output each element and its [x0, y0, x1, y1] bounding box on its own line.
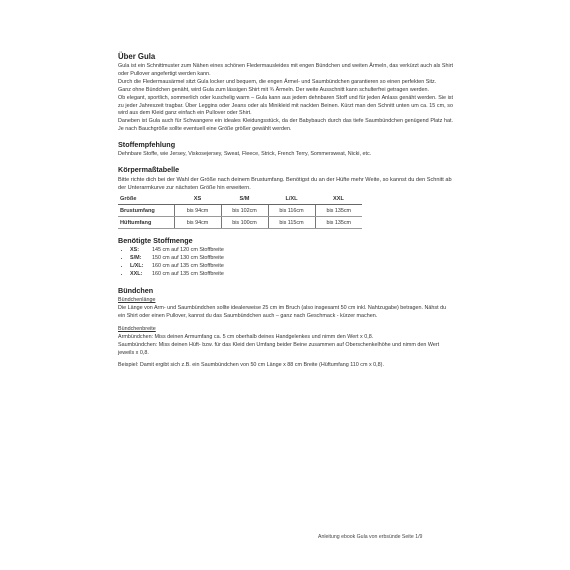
intro-paragraph: Ob elegant, sportlich, sommerlich oder kuschelig warm – Gula kann aus jedem dehnbaren Stoff und für jeden Anlass genäht werden. Sie ist zu jeder Jahreszeit tragbar. Über Leggins oder Jeans oder als Minikleid mit nackten Beinen. Kürzt man den Schnitt unten um ca. 15 cm, so wird aus dem Kleid ganz einfach ein Pullover oder Shirt. — [118, 94, 453, 117]
breite-text-saum: Saumbündchen: Miss deinen Hüft- bzw. für das Kleid den Umfang beider Beine zusammen auf Oberschenkelhöhe und nimm den Wert jeweils x 0,8. — [118, 341, 440, 356]
koerper-section — [118, 165, 453, 229]
stoff-section — [118, 140, 453, 159]
table-cell: bis 94cm — [174, 217, 221, 229]
laenge-subheading: Bündchenlänge — [118, 297, 156, 304]
table-header-row — [118, 194, 362, 205]
buendchen-section — [118, 286, 453, 370]
laenge-text: Die Länge von Arm- und Saumbündchen sollte idealerweise 25 cm im Bruch (also insgesamt 50 cm inkl. Nahtzugabe) betragen. Nähst du ein Shirt oder einen Pullover, kannst du das Saumbündchen auch – ganz nach Geschmack - kürzer machen. — [118, 305, 447, 319]
list-item — [130, 255, 453, 263]
row-label: Hüftumfang — [118, 217, 174, 229]
table-cell: bis 116cm — [268, 205, 315, 217]
row-label: Brustumfang — [118, 205, 174, 217]
stoff-text: Dehnbare Stoffe, wie Jersey, Viskosejersey, Sweat, Fleece, Strick, French Terry, Sommersweat, Nicki, etc. — [118, 151, 372, 158]
table-header: S/M — [221, 194, 268, 205]
breite-subheading: Bündchenbreite — [118, 325, 156, 332]
size-label: S/M: — [130, 255, 142, 262]
menge-heading: Benötigte Stoffmenge — [118, 236, 193, 246]
table-header: L/XL — [268, 194, 315, 205]
table-cell: bis 135cm — [315, 205, 362, 217]
intro-paragraph: Ganz ohne Bündchen genäht, wird Gula zum lässigen Shirt mit ¾ Ärmeln. Der weite Ausschnitt kann schulterfrei getragen werden. — [118, 86, 430, 93]
table-cell: bis 115cm — [268, 217, 315, 229]
table-header: XXL — [315, 194, 362, 205]
amount-text: 160 cm auf 135 cm Stoffbreite — [152, 263, 224, 270]
size-label: L/XL: — [130, 263, 144, 270]
amount-text: 150 cm auf 130 cm Stoffbreite — [152, 255, 224, 262]
list-item — [130, 247, 453, 255]
table-cell: bis 100cm — [221, 217, 268, 229]
amount-text: 160 cm auf 135 cm Stoffbreite — [152, 271, 224, 278]
table-header: Größe — [118, 194, 174, 205]
intro-section — [118, 63, 453, 134]
table-cell: bis 135cm — [315, 217, 362, 229]
menge-section — [118, 236, 453, 279]
breite-text-arm: Armbündchen: Miss deinen Armumfang ca. 5 cm oberhalb deines Handgelenkes und nimm den Wert x 0,8. — [118, 333, 374, 340]
koerper-heading: Körpermaßtabelle — [118, 165, 180, 175]
table-cell: bis 102cm — [221, 205, 268, 217]
size-label: XS: — [130, 247, 139, 254]
list-item — [130, 263, 453, 271]
list-item — [130, 271, 453, 279]
size-label: XXL: — [130, 271, 143, 278]
beispiel-text: Beispiel: Damit ergibt sich z.B. ein Saumbündchen von 50 cm Länge x 88 cm Breite (Hüftumfang 110 cm x 0,8). — [118, 362, 384, 369]
buendchen-heading: Bündchen — [118, 286, 154, 296]
table-row — [118, 217, 362, 229]
page-footer: Anleitung ebook Gula von erbsünde Seite 1/9 — [318, 534, 423, 540]
amount-text: 145 cm auf 120 cm Stoffbreite — [152, 247, 224, 254]
table-header: XS — [174, 194, 221, 205]
intro-paragraph: Durch die Fledermausärmel sitzt Gula locker und bequem, die engen Ärmel- und Saumbündchen garantieren so einen perfekten Sitz. — [118, 78, 437, 85]
table-row — [118, 205, 362, 217]
menge-list — [118, 247, 453, 279]
intro-paragraph: Gula ist ein Schnittmuster zum Nähen eines schönen Fledermausleides mit engen Bündchen und weiten Ärmeln, das verkürzt auch als Shirt oder Pullover angefertigt werden kann. — [118, 63, 453, 77]
document-page — [118, 52, 453, 370]
size-table — [118, 194, 362, 229]
intro-paragraph: Daneben ist Gula auch für Schwangere ein ideales Kleidungsstück, da der Babybauch durch das tiefe Saumbündchen genügend Platz hat. Je nach Bauchgröße sollte eventuell eine Größe größer gewählt werden. — [118, 118, 453, 133]
koerper-hint: Bitte richte dich bei der Wahl der Größe nach deinem Brustumfang. Benötigst du an der Hüfte mehr Weite, so kannst du den Schnitt ab der Unterarmkurve zur nächsten Größe hin erweitern. — [118, 177, 452, 192]
page-title: Über Gula — [118, 52, 156, 61]
stoff-heading: Stoffempfehlung — [118, 140, 176, 150]
table-cell: bis 94cm — [174, 205, 221, 217]
